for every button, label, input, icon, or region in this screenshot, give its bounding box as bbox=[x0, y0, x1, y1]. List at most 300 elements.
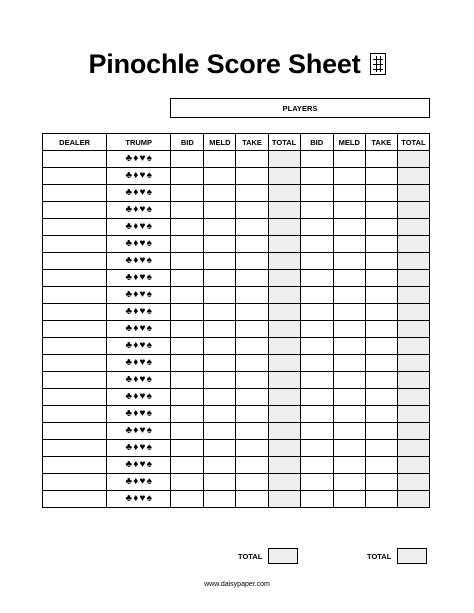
trump-cell[interactable] bbox=[107, 321, 171, 338]
dealer-cell[interactable] bbox=[43, 440, 107, 457]
trump-cell[interactable] bbox=[107, 270, 171, 287]
meld-cell[interactable] bbox=[333, 270, 365, 287]
club-icon[interactable]: ♣ bbox=[125, 170, 133, 181]
take-cell[interactable] bbox=[365, 406, 397, 423]
take-cell[interactable] bbox=[236, 168, 268, 185]
diamond-icon[interactable]: ♦ bbox=[133, 408, 139, 419]
bid-cell[interactable] bbox=[300, 202, 333, 219]
total-cell[interactable] bbox=[268, 491, 300, 508]
dealer-cell[interactable] bbox=[43, 355, 107, 372]
club-icon[interactable]: ♣ bbox=[125, 340, 133, 351]
dealer-cell[interactable] bbox=[43, 168, 107, 185]
club-icon[interactable]: ♣ bbox=[125, 442, 133, 453]
spade-icon[interactable]: ♠ bbox=[146, 306, 152, 317]
meld-cell[interactable] bbox=[204, 168, 236, 185]
take-cell[interactable] bbox=[365, 168, 397, 185]
meld-cell[interactable] bbox=[333, 457, 365, 474]
heart-icon[interactable]: ♥ bbox=[139, 272, 146, 283]
heart-icon[interactable]: ♥ bbox=[139, 493, 146, 504]
take-cell[interactable] bbox=[365, 389, 397, 406]
take-cell[interactable] bbox=[236, 304, 268, 321]
diamond-icon[interactable]: ♦ bbox=[133, 272, 139, 283]
take-cell[interactable] bbox=[365, 338, 397, 355]
dealer-cell[interactable] bbox=[43, 185, 107, 202]
trump-cell[interactable] bbox=[107, 372, 171, 389]
take-cell[interactable] bbox=[365, 219, 397, 236]
total-box[interactable] bbox=[397, 548, 427, 564]
meld-cell[interactable] bbox=[333, 423, 365, 440]
dealer-cell[interactable] bbox=[43, 287, 107, 304]
diamond-icon[interactable]: ♦ bbox=[133, 493, 139, 504]
spade-icon[interactable]: ♠ bbox=[146, 459, 152, 470]
take-cell[interactable] bbox=[365, 185, 397, 202]
spade-icon[interactable]: ♠ bbox=[146, 493, 152, 504]
spade-icon[interactable]: ♠ bbox=[146, 425, 152, 436]
bid-cell[interactable] bbox=[300, 491, 333, 508]
spade-icon[interactable]: ♠ bbox=[146, 340, 152, 351]
total-cell[interactable] bbox=[268, 474, 300, 491]
meld-cell[interactable] bbox=[204, 355, 236, 372]
heart-icon[interactable]: ♥ bbox=[139, 391, 146, 402]
club-icon[interactable]: ♣ bbox=[125, 272, 133, 283]
meld-cell[interactable] bbox=[204, 338, 236, 355]
take-cell[interactable] bbox=[236, 355, 268, 372]
total-cell[interactable] bbox=[397, 457, 429, 474]
total-cell[interactable] bbox=[397, 406, 429, 423]
total-cell[interactable] bbox=[268, 287, 300, 304]
trump-cell[interactable] bbox=[107, 151, 171, 168]
meld-cell[interactable] bbox=[333, 185, 365, 202]
dealer-cell[interactable] bbox=[43, 474, 107, 491]
bid-cell[interactable] bbox=[300, 168, 333, 185]
bid-cell[interactable] bbox=[171, 355, 204, 372]
meld-cell[interactable] bbox=[204, 202, 236, 219]
club-icon[interactable]: ♣ bbox=[125, 204, 133, 215]
take-cell[interactable] bbox=[236, 406, 268, 423]
trump-cell[interactable] bbox=[107, 168, 171, 185]
trump-cell[interactable] bbox=[107, 474, 171, 491]
total-cell[interactable] bbox=[397, 151, 429, 168]
bid-cell[interactable] bbox=[171, 457, 204, 474]
trump-cell[interactable] bbox=[107, 406, 171, 423]
trump-cell[interactable] bbox=[107, 304, 171, 321]
meld-cell[interactable] bbox=[333, 406, 365, 423]
spade-icon[interactable]: ♠ bbox=[146, 255, 152, 266]
total-cell[interactable] bbox=[268, 151, 300, 168]
club-icon[interactable]: ♣ bbox=[125, 187, 133, 198]
diamond-icon[interactable]: ♦ bbox=[133, 323, 139, 334]
bid-cell[interactable] bbox=[300, 355, 333, 372]
heart-icon[interactable]: ♥ bbox=[139, 187, 146, 198]
heart-icon[interactable]: ♥ bbox=[139, 323, 146, 334]
spade-icon[interactable]: ♠ bbox=[146, 204, 152, 215]
spade-icon[interactable]: ♠ bbox=[146, 221, 152, 232]
total-cell[interactable] bbox=[397, 219, 429, 236]
take-cell[interactable] bbox=[236, 440, 268, 457]
diamond-icon[interactable]: ♦ bbox=[133, 238, 139, 249]
meld-cell[interactable] bbox=[204, 219, 236, 236]
club-icon[interactable]: ♣ bbox=[125, 289, 133, 300]
dealer-cell[interactable] bbox=[43, 304, 107, 321]
bid-cell[interactable] bbox=[300, 321, 333, 338]
player-1-total bbox=[238, 548, 298, 564]
diamond-icon[interactable]: ♦ bbox=[133, 357, 139, 368]
total-cell[interactable] bbox=[397, 491, 429, 508]
diamond-icon[interactable]: ♦ bbox=[133, 204, 139, 215]
diamond-icon[interactable]: ♦ bbox=[133, 255, 139, 266]
total-cell[interactable] bbox=[268, 355, 300, 372]
meld-cell[interactable] bbox=[333, 168, 365, 185]
total-cell[interactable] bbox=[397, 440, 429, 457]
bid-cell[interactable] bbox=[300, 304, 333, 321]
take-cell[interactable] bbox=[236, 287, 268, 304]
take-cell[interactable] bbox=[236, 491, 268, 508]
total-cell[interactable] bbox=[268, 338, 300, 355]
bid-cell[interactable] bbox=[171, 168, 204, 185]
total-cell[interactable] bbox=[397, 389, 429, 406]
meld-cell[interactable] bbox=[204, 270, 236, 287]
dealer-cell[interactable] bbox=[43, 270, 107, 287]
take-cell[interactable] bbox=[236, 321, 268, 338]
trump-cell[interactable] bbox=[107, 253, 171, 270]
take-cell[interactable] bbox=[236, 270, 268, 287]
take-cell[interactable] bbox=[365, 355, 397, 372]
total-cell[interactable] bbox=[397, 236, 429, 253]
spade-icon[interactable]: ♠ bbox=[146, 187, 152, 198]
meld-cell[interactable] bbox=[333, 151, 365, 168]
total-cell[interactable] bbox=[268, 202, 300, 219]
trump-cell[interactable] bbox=[107, 457, 171, 474]
spade-icon[interactable]: ♠ bbox=[146, 153, 152, 164]
dealer-cell[interactable] bbox=[43, 219, 107, 236]
club-icon[interactable]: ♣ bbox=[125, 357, 133, 368]
meld-cell[interactable] bbox=[204, 151, 236, 168]
meld-cell[interactable] bbox=[204, 423, 236, 440]
bid-cell[interactable] bbox=[300, 287, 333, 304]
bid-cell[interactable] bbox=[171, 151, 204, 168]
dealer-cell[interactable] bbox=[43, 389, 107, 406]
diamond-icon[interactable]: ♦ bbox=[133, 170, 139, 181]
heart-icon[interactable]: ♥ bbox=[139, 153, 146, 164]
meld-cell[interactable] bbox=[333, 236, 365, 253]
club-icon[interactable]: ♣ bbox=[125, 255, 133, 266]
club-icon[interactable]: ♣ bbox=[125, 493, 133, 504]
heart-icon[interactable]: ♥ bbox=[139, 357, 146, 368]
club-icon[interactable]: ♣ bbox=[125, 374, 133, 385]
diamond-icon[interactable]: ♦ bbox=[133, 374, 139, 385]
take-cell[interactable] bbox=[365, 491, 397, 508]
dealer-cell[interactable] bbox=[43, 423, 107, 440]
dealer-cell[interactable] bbox=[43, 202, 107, 219]
club-icon[interactable]: ♣ bbox=[125, 306, 133, 317]
meld-cell[interactable] bbox=[333, 440, 365, 457]
spade-icon[interactable]: ♠ bbox=[146, 272, 152, 283]
bid-cell[interactable] bbox=[300, 338, 333, 355]
meld-cell[interactable] bbox=[333, 389, 365, 406]
diamond-icon[interactable]: ♦ bbox=[133, 476, 139, 487]
heart-icon[interactable]: ♥ bbox=[139, 204, 146, 215]
meld-cell[interactable] bbox=[333, 372, 365, 389]
total-cell[interactable] bbox=[268, 185, 300, 202]
take-cell[interactable] bbox=[365, 304, 397, 321]
heart-icon[interactable]: ♥ bbox=[139, 340, 146, 351]
bid-cell[interactable] bbox=[300, 457, 333, 474]
bid-cell[interactable] bbox=[300, 474, 333, 491]
total-cell[interactable] bbox=[397, 168, 429, 185]
meld-cell[interactable] bbox=[204, 406, 236, 423]
spade-icon[interactable]: ♠ bbox=[146, 289, 152, 300]
bid-cell[interactable] bbox=[171, 253, 204, 270]
meld-cell[interactable] bbox=[204, 440, 236, 457]
total-cell[interactable] bbox=[397, 202, 429, 219]
spade-icon[interactable]: ♠ bbox=[146, 357, 152, 368]
bid-cell[interactable] bbox=[171, 321, 204, 338]
take-cell[interactable] bbox=[236, 253, 268, 270]
spade-icon[interactable]: ♠ bbox=[146, 442, 152, 453]
bid-cell[interactable] bbox=[300, 219, 333, 236]
trump-cell[interactable] bbox=[107, 202, 171, 219]
diamond-icon[interactable]: ♦ bbox=[133, 425, 139, 436]
diamond-icon[interactable]: ♦ bbox=[133, 306, 139, 317]
dealer-cell[interactable] bbox=[43, 372, 107, 389]
take-cell[interactable] bbox=[236, 185, 268, 202]
bid-cell[interactable] bbox=[171, 270, 204, 287]
diamond-icon[interactable]: ♦ bbox=[133, 187, 139, 198]
heart-icon[interactable]: ♥ bbox=[139, 255, 146, 266]
take-cell[interactable] bbox=[236, 202, 268, 219]
club-icon[interactable]: ♣ bbox=[125, 408, 133, 419]
take-cell[interactable] bbox=[365, 440, 397, 457]
diamond-icon[interactable]: ♦ bbox=[133, 153, 139, 164]
bid-cell[interactable] bbox=[171, 372, 204, 389]
meld-cell[interactable] bbox=[204, 236, 236, 253]
bid-cell[interactable] bbox=[171, 236, 204, 253]
bid-cell[interactable] bbox=[300, 253, 333, 270]
trump-cell[interactable] bbox=[107, 185, 171, 202]
take-cell[interactable] bbox=[236, 338, 268, 355]
bid-cell[interactable] bbox=[171, 423, 204, 440]
dealer-cell[interactable] bbox=[43, 321, 107, 338]
total-cell[interactable] bbox=[268, 406, 300, 423]
dealer-cell[interactable] bbox=[43, 406, 107, 423]
total-cell[interactable] bbox=[397, 474, 429, 491]
dealer-cell[interactable] bbox=[43, 491, 107, 508]
total-cell[interactable] bbox=[268, 270, 300, 287]
take-cell[interactable] bbox=[236, 474, 268, 491]
total-cell[interactable] bbox=[397, 372, 429, 389]
heart-icon[interactable]: ♥ bbox=[139, 459, 146, 470]
club-icon[interactable]: ♣ bbox=[125, 221, 133, 232]
bid-cell[interactable] bbox=[300, 389, 333, 406]
bid-cell[interactable] bbox=[171, 474, 204, 491]
meld-cell[interactable] bbox=[333, 474, 365, 491]
total-cell[interactable] bbox=[397, 253, 429, 270]
take-cell[interactable] bbox=[365, 372, 397, 389]
heart-icon[interactable]: ♥ bbox=[139, 238, 146, 249]
dealer-cell[interactable] bbox=[43, 253, 107, 270]
trump-cell[interactable] bbox=[107, 236, 171, 253]
take-cell[interactable] bbox=[236, 457, 268, 474]
take-cell[interactable] bbox=[236, 423, 268, 440]
total-cell[interactable] bbox=[268, 304, 300, 321]
heart-icon[interactable]: ♥ bbox=[139, 289, 146, 300]
heart-icon[interactable]: ♥ bbox=[139, 442, 146, 453]
trump-cell[interactable] bbox=[107, 389, 171, 406]
total-cell[interactable] bbox=[268, 236, 300, 253]
meld-cell[interactable] bbox=[333, 219, 365, 236]
total-box[interactable] bbox=[268, 548, 298, 564]
heart-icon[interactable]: ♥ bbox=[139, 476, 146, 487]
total-cell[interactable] bbox=[397, 321, 429, 338]
bid-cell[interactable] bbox=[171, 389, 204, 406]
club-icon[interactable]: ♣ bbox=[125, 476, 133, 487]
meld-cell[interactable] bbox=[204, 304, 236, 321]
meld-cell[interactable] bbox=[333, 287, 365, 304]
total-cell[interactable] bbox=[397, 287, 429, 304]
heart-icon[interactable]: ♥ bbox=[139, 374, 146, 385]
trump-cell[interactable] bbox=[107, 219, 171, 236]
diamond-icon[interactable]: ♦ bbox=[133, 391, 139, 402]
spade-icon[interactable]: ♠ bbox=[146, 408, 152, 419]
meld-cell[interactable] bbox=[204, 253, 236, 270]
bid-cell[interactable] bbox=[300, 372, 333, 389]
total-cell[interactable] bbox=[397, 338, 429, 355]
diamond-icon[interactable]: ♦ bbox=[133, 442, 139, 453]
trump-cell[interactable] bbox=[107, 355, 171, 372]
club-icon[interactable]: ♣ bbox=[125, 323, 133, 334]
total-cell[interactable] bbox=[268, 440, 300, 457]
club-icon[interactable]: ♣ bbox=[125, 425, 133, 436]
take-cell[interactable] bbox=[365, 287, 397, 304]
spade-icon[interactable]: ♠ bbox=[146, 391, 152, 402]
table-row bbox=[43, 304, 430, 321]
bid-cell[interactable] bbox=[300, 406, 333, 423]
bid-cell[interactable] bbox=[300, 270, 333, 287]
take-cell[interactable] bbox=[365, 236, 397, 253]
spade-icon[interactable]: ♠ bbox=[146, 476, 152, 487]
meld-cell[interactable] bbox=[204, 474, 236, 491]
meld-cell[interactable] bbox=[333, 355, 365, 372]
bid-cell[interactable] bbox=[171, 338, 204, 355]
dealer-cell[interactable] bbox=[43, 151, 107, 168]
diamond-icon[interactable]: ♦ bbox=[133, 221, 139, 232]
trump-cell[interactable] bbox=[107, 491, 171, 508]
heart-icon[interactable]: ♥ bbox=[139, 408, 146, 419]
meld-cell[interactable] bbox=[204, 389, 236, 406]
total-cell[interactable] bbox=[397, 270, 429, 287]
total-cell[interactable] bbox=[268, 253, 300, 270]
bid-cell[interactable] bbox=[171, 440, 204, 457]
meld-cell[interactable] bbox=[204, 491, 236, 508]
trump-cell[interactable] bbox=[107, 287, 171, 304]
diamond-icon[interactable]: ♦ bbox=[133, 289, 139, 300]
spade-icon[interactable]: ♠ bbox=[146, 170, 152, 181]
take-cell[interactable] bbox=[365, 321, 397, 338]
bid-cell[interactable] bbox=[300, 440, 333, 457]
heart-icon[interactable]: ♥ bbox=[139, 170, 146, 181]
take-cell[interactable] bbox=[236, 372, 268, 389]
take-cell[interactable] bbox=[365, 202, 397, 219]
spade-icon[interactable]: ♠ bbox=[146, 323, 152, 334]
table-row bbox=[43, 287, 430, 304]
meld-cell[interactable] bbox=[333, 338, 365, 355]
bid-cell[interactable] bbox=[171, 406, 204, 423]
dealer-cell[interactable] bbox=[43, 338, 107, 355]
take-cell[interactable] bbox=[365, 270, 397, 287]
total-cell[interactable] bbox=[268, 423, 300, 440]
dealer-cell[interactable] bbox=[43, 457, 107, 474]
club-icon[interactable]: ♣ bbox=[125, 459, 133, 470]
meld-cell[interactable] bbox=[204, 457, 236, 474]
meld-cell[interactable] bbox=[333, 321, 365, 338]
club-icon[interactable]: ♣ bbox=[125, 153, 133, 164]
trump-cell[interactable] bbox=[107, 440, 171, 457]
take-cell[interactable] bbox=[236, 219, 268, 236]
bid-cell[interactable] bbox=[300, 151, 333, 168]
bid-cell[interactable] bbox=[300, 185, 333, 202]
total-cell[interactable] bbox=[268, 168, 300, 185]
meld-cell[interactable] bbox=[333, 202, 365, 219]
bid-cell[interactable] bbox=[171, 185, 204, 202]
meld-cell[interactable] bbox=[204, 372, 236, 389]
club-icon[interactable]: ♣ bbox=[125, 391, 133, 402]
club-icon[interactable]: ♣ bbox=[125, 238, 133, 249]
bid-cell[interactable] bbox=[300, 236, 333, 253]
meld-cell[interactable] bbox=[333, 304, 365, 321]
total-cell[interactable] bbox=[268, 321, 300, 338]
take-cell[interactable] bbox=[236, 389, 268, 406]
bid-cell[interactable] bbox=[171, 287, 204, 304]
meld-cell[interactable] bbox=[204, 321, 236, 338]
table-row bbox=[43, 457, 430, 474]
bid-cell[interactable] bbox=[171, 491, 204, 508]
total-cell[interactable] bbox=[268, 219, 300, 236]
spade-icon[interactable]: ♠ bbox=[146, 374, 152, 385]
meld-cell[interactable] bbox=[333, 253, 365, 270]
trump-cell[interactable] bbox=[107, 423, 171, 440]
heart-icon[interactable]: ♥ bbox=[139, 306, 146, 317]
heart-icon[interactable]: ♥ bbox=[139, 221, 146, 232]
meld-cell[interactable] bbox=[204, 185, 236, 202]
total-cell[interactable] bbox=[268, 389, 300, 406]
total-cell[interactable] bbox=[268, 457, 300, 474]
bid-cell[interactable] bbox=[171, 219, 204, 236]
meld-cell[interactable] bbox=[333, 491, 365, 508]
take-cell[interactable] bbox=[365, 423, 397, 440]
take-cell[interactable] bbox=[365, 151, 397, 168]
take-cell[interactable] bbox=[236, 151, 268, 168]
trump-cell[interactable] bbox=[107, 338, 171, 355]
total-cell[interactable] bbox=[397, 185, 429, 202]
spade-icon[interactable]: ♠ bbox=[146, 238, 152, 249]
total-cell[interactable] bbox=[397, 355, 429, 372]
take-cell[interactable] bbox=[236, 236, 268, 253]
total-cell[interactable] bbox=[397, 304, 429, 321]
meld-cell[interactable] bbox=[204, 287, 236, 304]
dealer-cell[interactable] bbox=[43, 236, 107, 253]
diamond-icon[interactable]: ♦ bbox=[133, 459, 139, 470]
take-cell[interactable] bbox=[365, 457, 397, 474]
bid-cell[interactable] bbox=[171, 202, 204, 219]
diamond-icon[interactable]: ♦ bbox=[133, 340, 139, 351]
bid-cell[interactable] bbox=[171, 304, 204, 321]
bid-cell[interactable] bbox=[300, 423, 333, 440]
heart-icon[interactable]: ♥ bbox=[139, 425, 146, 436]
total-cell[interactable] bbox=[268, 372, 300, 389]
take-cell[interactable] bbox=[365, 253, 397, 270]
take-cell[interactable] bbox=[365, 474, 397, 491]
total-cell[interactable] bbox=[397, 423, 429, 440]
